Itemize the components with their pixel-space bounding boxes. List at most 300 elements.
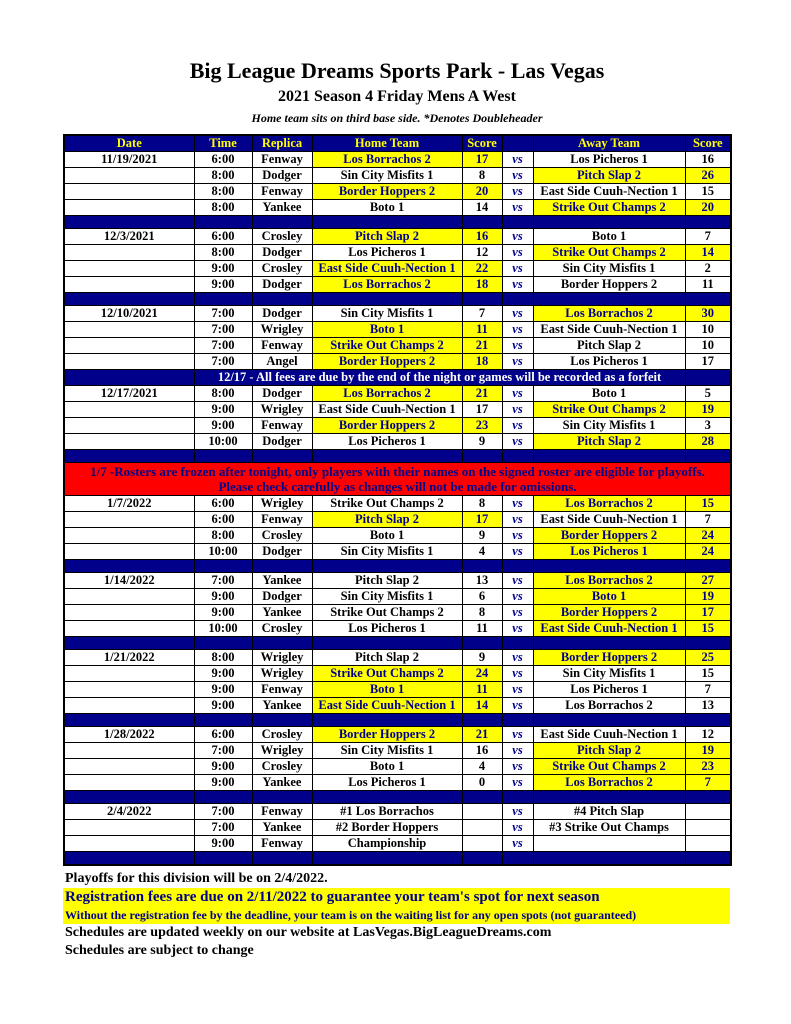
replica-cell: Fenway <box>252 804 312 820</box>
home-score-cell: 8 <box>462 168 502 184</box>
home-team-cell: #2 Border Hoppers <box>312 820 462 836</box>
vs-cell: vs <box>502 386 533 402</box>
time-cell: 9:00 <box>194 666 252 682</box>
game-row <box>64 650 731 666</box>
home-team-cell: Sin City Misfits 1 <box>312 168 462 184</box>
vs-cell: vs <box>502 698 533 714</box>
away-score-cell: 15 <box>685 496 731 512</box>
game-row <box>64 322 731 338</box>
game-row <box>64 743 731 759</box>
away-score-cell: 7 <box>685 512 731 528</box>
game-row <box>64 804 731 820</box>
away-team-cell: Pitch Slap 2 <box>533 338 685 354</box>
away-team-cell: East Side Cuuh-Nection 1 <box>533 512 685 528</box>
home-team-cell: Strike Out Champs 2 <box>312 666 462 682</box>
date-cell <box>64 512 194 528</box>
away-team-cell: Strike Out Champs 2 <box>533 245 685 261</box>
vs-cell: vs <box>502 605 533 621</box>
time-cell: 9:00 <box>194 836 252 852</box>
separator-cell <box>533 450 685 463</box>
roster-freeze-notice-line: 1/7 -Rosters are frozen after tonight, only players with their names on the signed roster are eligible for playoffs. <box>90 464 705 479</box>
home-score-cell <box>462 820 502 836</box>
time-cell: 9:00 <box>194 605 252 621</box>
home-team-cell: Boto 1 <box>312 528 462 544</box>
date-cell: 1/14/2022 <box>64 573 194 589</box>
column-header-home-team: Home Team <box>312 135 462 152</box>
replica-cell: Fenway <box>252 184 312 200</box>
away-score-cell: 10 <box>685 338 731 354</box>
home-team-cell: Strike Out Champs 2 <box>312 605 462 621</box>
column-header-time: Time <box>194 135 252 152</box>
vs-cell: vs <box>502 820 533 836</box>
date-cell <box>64 759 194 775</box>
away-score-cell: 30 <box>685 306 731 322</box>
away-team-cell: Los Borrachos 2 <box>533 775 685 791</box>
game-row <box>64 621 731 637</box>
home-team-cell: Boto 1 <box>312 322 462 338</box>
home-team-note: Home team sits on third base side. *Denotes Doubleheader <box>251 111 543 125</box>
date-cell <box>64 261 194 277</box>
game-row <box>64 245 731 261</box>
page-subtitle: 2021 Season 4 Friday Mens A West <box>278 88 516 105</box>
vs-cell: vs <box>502 354 533 370</box>
game-row <box>64 338 731 354</box>
replica-cell: Fenway <box>252 512 312 528</box>
game-row <box>64 589 731 605</box>
time-cell: 10:00 <box>194 434 252 450</box>
replica-cell: Wrigley <box>252 650 312 666</box>
separator-cell <box>533 560 685 573</box>
away-score-cell: 7 <box>685 229 731 245</box>
separator-cell <box>312 450 462 463</box>
separator-row <box>64 560 731 573</box>
date-cell <box>64 605 194 621</box>
vs-cell: vs <box>502 836 533 852</box>
game-row <box>64 528 731 544</box>
away-score-cell: 3 <box>685 418 731 434</box>
home-score-cell: 0 <box>462 775 502 791</box>
time-cell: 6:00 <box>194 152 252 168</box>
home-score-cell: 17 <box>462 402 502 418</box>
separator-cell <box>64 852 194 865</box>
vs-cell: vs <box>502 528 533 544</box>
date-cell <box>64 743 194 759</box>
replica-cell: Dodger <box>252 386 312 402</box>
date-cell <box>64 775 194 791</box>
replica-cell: Crosley <box>252 759 312 775</box>
vs-cell: vs <box>502 261 533 277</box>
home-team-cell: Pitch Slap 2 <box>312 650 462 666</box>
separator-cell <box>502 791 533 804</box>
separator-cell <box>533 293 685 306</box>
vs-cell: vs <box>502 434 533 450</box>
replica-cell: Wrigley <box>252 666 312 682</box>
time-cell: 8:00 <box>194 386 252 402</box>
document-header <box>63 58 731 126</box>
separator-cell <box>685 637 731 650</box>
away-score-cell: 25 <box>685 650 731 666</box>
away-score-cell: 28 <box>685 434 731 450</box>
fees-notice-text: 12/17 - All fees are due by the end of the night or games will be recorded as a forfeit <box>194 370 685 386</box>
replica-cell: Dodger <box>252 589 312 605</box>
separator-cell <box>685 560 731 573</box>
time-cell: 8:00 <box>194 528 252 544</box>
replica-cell: Crosley <box>252 621 312 637</box>
footer-notes <box>63 870 730 960</box>
away-score-cell: 15 <box>685 666 731 682</box>
away-score-cell: 7 <box>685 775 731 791</box>
date-cell: 1/21/2022 <box>64 650 194 666</box>
away-team-cell: East Side Cuuh-Nection 1 <box>533 322 685 338</box>
date-cell: 11/19/2021 <box>64 152 194 168</box>
home-score-cell: 22 <box>462 261 502 277</box>
vs-cell: vs <box>502 682 533 698</box>
time-cell: 7:00 <box>194 338 252 354</box>
separator-cell <box>502 216 533 229</box>
time-cell: 9:00 <box>194 698 252 714</box>
separator-cell <box>533 852 685 865</box>
vs-cell: vs <box>502 184 533 200</box>
separator-cell <box>194 216 252 229</box>
date-cell <box>64 277 194 293</box>
replica-cell: Angel <box>252 354 312 370</box>
away-score-cell: 10 <box>685 322 731 338</box>
home-team-cell: #1 Los Borrachos <box>312 804 462 820</box>
away-team-cell: East Side Cuuh-Nection 1 <box>533 184 685 200</box>
separator-cell <box>462 852 502 865</box>
time-cell: 7:00 <box>194 306 252 322</box>
separator-cell <box>312 560 462 573</box>
replica-cell: Yankee <box>252 775 312 791</box>
vs-cell: vs <box>502 277 533 293</box>
vs-cell: vs <box>502 512 533 528</box>
separator-cell <box>252 791 312 804</box>
time-cell: 6:00 <box>194 512 252 528</box>
home-team-cell: East Side Cuuh-Nection 1 <box>312 698 462 714</box>
separator-row <box>64 791 731 804</box>
date-cell <box>64 528 194 544</box>
replica-cell: Crosley <box>252 727 312 743</box>
footer-note: Playoffs for this division will be on 2/4/2022. <box>65 870 328 886</box>
time-cell: 7:00 <box>194 354 252 370</box>
away-score-cell: 23 <box>685 759 731 775</box>
date-cell <box>64 544 194 560</box>
separator-cell <box>533 216 685 229</box>
replica-cell: Fenway <box>252 338 312 354</box>
vs-cell: vs <box>502 621 533 637</box>
date-cell <box>64 589 194 605</box>
vs-cell: vs <box>502 589 533 605</box>
game-row <box>64 820 731 836</box>
replica-cell: Wrigley <box>252 496 312 512</box>
game-row <box>64 168 731 184</box>
separator-cell <box>462 293 502 306</box>
home-score-cell: 13 <box>462 573 502 589</box>
fees-notice-row <box>64 370 731 386</box>
away-team-cell: Los Picheros 1 <box>533 354 685 370</box>
home-team-cell: Sin City Misfits 1 <box>312 589 462 605</box>
home-score-cell: 18 <box>462 354 502 370</box>
away-team-cell: #3 Strike Out Champs <box>533 820 685 836</box>
separator-cell <box>64 293 194 306</box>
away-team-cell: Los Picheros 1 <box>533 544 685 560</box>
roster-freeze-notice-line: Please check carefully as changes will not be made for omissions. <box>218 479 577 494</box>
game-row <box>64 836 731 852</box>
separator-cell <box>685 293 731 306</box>
separator-cell <box>252 216 312 229</box>
notice-left-cell <box>64 370 194 386</box>
home-score-cell: 9 <box>462 528 502 544</box>
replica-cell: Fenway <box>252 418 312 434</box>
column-header-score: Score <box>685 135 731 152</box>
away-score-cell: 19 <box>685 402 731 418</box>
vs-cell: vs <box>502 418 533 434</box>
separator-cell <box>252 852 312 865</box>
away-score-cell <box>685 820 731 836</box>
away-team-cell: Sin City Misfits 1 <box>533 261 685 277</box>
separator-cell <box>502 293 533 306</box>
separator-row <box>64 293 731 306</box>
away-team-cell: #4 Pitch Slap <box>533 804 685 820</box>
vs-cell: vs <box>502 152 533 168</box>
home-score-cell: 11 <box>462 682 502 698</box>
game-row <box>64 229 731 245</box>
game-row <box>64 184 731 200</box>
away-score-cell: 24 <box>685 528 731 544</box>
away-team-cell: Pitch Slap 2 <box>533 743 685 759</box>
replica-cell: Dodger <box>252 168 312 184</box>
away-score-cell: 11 <box>685 277 731 293</box>
separator-cell <box>252 714 312 727</box>
date-cell <box>64 168 194 184</box>
separator-cell <box>312 637 462 650</box>
game-row <box>64 544 731 560</box>
home-team-cell: Sin City Misfits 1 <box>312 544 462 560</box>
replica-cell: Wrigley <box>252 402 312 418</box>
home-score-cell: 24 <box>462 666 502 682</box>
time-cell: 9:00 <box>194 277 252 293</box>
vs-cell: vs <box>502 200 533 216</box>
vs-cell: vs <box>502 496 533 512</box>
home-team-cell: Los Picheros 1 <box>312 434 462 450</box>
away-team-cell: Border Hoppers 2 <box>533 605 685 621</box>
vs-cell: vs <box>502 402 533 418</box>
away-score-cell: 13 <box>685 698 731 714</box>
vs-cell: vs <box>502 573 533 589</box>
replica-cell: Dodger <box>252 306 312 322</box>
time-cell: 8:00 <box>194 245 252 261</box>
replica-cell: Fenway <box>252 152 312 168</box>
time-cell: 7:00 <box>194 322 252 338</box>
game-row <box>64 354 731 370</box>
date-cell <box>64 322 194 338</box>
game-row <box>64 682 731 698</box>
date-cell: 1/28/2022 <box>64 727 194 743</box>
separator-cell <box>194 293 252 306</box>
away-team-cell: Boto 1 <box>533 386 685 402</box>
home-team-cell: Los Picheros 1 <box>312 245 462 261</box>
vs-cell: vs <box>502 544 533 560</box>
replica-cell: Yankee <box>252 200 312 216</box>
separator-cell <box>252 560 312 573</box>
home-score-cell: 4 <box>462 759 502 775</box>
notice-right-cell <box>685 370 731 386</box>
separator-cell <box>685 852 731 865</box>
date-cell: 12/10/2021 <box>64 306 194 322</box>
home-score-cell <box>462 804 502 820</box>
date-cell <box>64 820 194 836</box>
time-cell: 9:00 <box>194 759 252 775</box>
game-row <box>64 277 731 293</box>
away-score-cell: 19 <box>685 589 731 605</box>
separator-cell <box>502 714 533 727</box>
home-team-cell: Boto 1 <box>312 759 462 775</box>
game-row <box>64 434 731 450</box>
home-score-cell: 6 <box>462 589 502 605</box>
home-score-cell: 11 <box>462 621 502 637</box>
replica-cell: Fenway <box>252 682 312 698</box>
away-team-cell: Pitch Slap 2 <box>533 434 685 450</box>
game-row <box>64 698 731 714</box>
replica-cell: Yankee <box>252 605 312 621</box>
separator-cell <box>312 791 462 804</box>
replica-cell: Wrigley <box>252 743 312 759</box>
column-header-vs <box>502 135 533 152</box>
separator-cell <box>64 450 194 463</box>
home-score-cell: 7 <box>462 306 502 322</box>
home-team-cell: Championship <box>312 836 462 852</box>
away-score-cell <box>685 836 731 852</box>
replica-cell: Fenway <box>252 836 312 852</box>
home-team-cell: Border Hoppers 2 <box>312 354 462 370</box>
game-row <box>64 306 731 322</box>
home-score-cell: 18 <box>462 277 502 293</box>
home-team-cell: Strike Out Champs 2 <box>312 496 462 512</box>
game-row <box>64 152 731 168</box>
vs-cell: vs <box>502 322 533 338</box>
away-score-cell: 7 <box>685 682 731 698</box>
home-score-cell: 21 <box>462 338 502 354</box>
home-score-cell <box>462 836 502 852</box>
vs-cell: vs <box>502 804 533 820</box>
roster-freeze-notice-text <box>64 463 731 496</box>
home-score-cell: 11 <box>462 322 502 338</box>
vs-cell: vs <box>502 229 533 245</box>
away-score-cell: 12 <box>685 727 731 743</box>
replica-cell: Yankee <box>252 573 312 589</box>
vs-cell: vs <box>502 168 533 184</box>
away-score-cell <box>685 804 731 820</box>
separator-row <box>64 216 731 229</box>
vs-cell: vs <box>502 650 533 666</box>
time-cell: 8:00 <box>194 168 252 184</box>
replica-cell: Dodger <box>252 434 312 450</box>
game-row <box>64 512 731 528</box>
replica-cell: Yankee <box>252 820 312 836</box>
away-team-cell: Border Hoppers 2 <box>533 650 685 666</box>
time-cell: 9:00 <box>194 418 252 434</box>
game-row <box>64 496 731 512</box>
time-cell: 10:00 <box>194 621 252 637</box>
date-cell <box>64 621 194 637</box>
separator-cell <box>533 714 685 727</box>
date-cell: 2/4/2022 <box>64 804 194 820</box>
date-cell <box>64 354 194 370</box>
away-team-cell: Boto 1 <box>533 229 685 245</box>
date-cell <box>64 402 194 418</box>
time-cell: 9:00 <box>194 261 252 277</box>
separator-cell <box>502 852 533 865</box>
separator-cell <box>64 216 194 229</box>
date-cell <box>64 200 194 216</box>
vs-cell: vs <box>502 775 533 791</box>
date-cell <box>64 666 194 682</box>
separator-cell <box>462 637 502 650</box>
away-score-cell: 19 <box>685 743 731 759</box>
separator-cell <box>312 293 462 306</box>
separator-row <box>64 852 731 865</box>
date-cell: 12/3/2021 <box>64 229 194 245</box>
away-team-cell: Pitch Slap 2 <box>533 168 685 184</box>
away-score-cell: 16 <box>685 152 731 168</box>
column-header-replica: Replica <box>252 135 312 152</box>
away-score-cell: 17 <box>685 605 731 621</box>
home-score-cell: 8 <box>462 496 502 512</box>
replica-cell: Dodger <box>252 544 312 560</box>
footer-note: Without the registration fee by the deadline, your team is on the waiting list for any open spots (not guaranteed) <box>63 907 730 924</box>
replica-cell: Dodger <box>252 277 312 293</box>
away-score-cell: 24 <box>685 544 731 560</box>
footer-note: Schedules are updated weekly on our website at LasVegas.BigLeagueDreams.com <box>65 924 552 940</box>
separator-cell <box>252 450 312 463</box>
time-cell: 6:00 <box>194 496 252 512</box>
home-score-cell: 9 <box>462 434 502 450</box>
separator-cell <box>252 637 312 650</box>
away-score-cell: 17 <box>685 354 731 370</box>
vs-cell: vs <box>502 306 533 322</box>
schedule-table <box>63 134 732 866</box>
away-team-cell: East Side Cuuh-Nection 1 <box>533 727 685 743</box>
footer-note: Registration fees are due on 2/11/2022 to guarantee your team's spot for next season <box>63 888 730 907</box>
away-score-cell: 20 <box>685 200 731 216</box>
home-score-cell: 21 <box>462 727 502 743</box>
home-score-cell: 8 <box>462 605 502 621</box>
date-cell: 12/17/2021 <box>64 386 194 402</box>
away-score-cell: 26 <box>685 168 731 184</box>
schedule-body <box>64 152 731 865</box>
home-team-cell: Sin City Misfits 1 <box>312 306 462 322</box>
separator-cell <box>685 216 731 229</box>
game-row <box>64 775 731 791</box>
time-cell: 8:00 <box>194 650 252 666</box>
away-team-cell: Los Borrachos 2 <box>533 496 685 512</box>
separator-cell <box>194 637 252 650</box>
separator-cell <box>194 852 252 865</box>
away-team-cell: Strike Out Champs 2 <box>533 402 685 418</box>
home-team-cell: Border Hoppers 2 <box>312 184 462 200</box>
time-cell: 6:00 <box>194 229 252 245</box>
time-cell: 7:00 <box>194 804 252 820</box>
home-team-cell: Pitch Slap 2 <box>312 229 462 245</box>
replica-cell: Yankee <box>252 698 312 714</box>
game-row <box>64 605 731 621</box>
replica-cell: Wrigley <box>252 322 312 338</box>
separator-cell <box>194 560 252 573</box>
replica-cell: Crosley <box>252 229 312 245</box>
away-team-cell: Sin City Misfits 1 <box>533 418 685 434</box>
time-cell: 8:00 <box>194 184 252 200</box>
home-score-cell: 21 <box>462 386 502 402</box>
